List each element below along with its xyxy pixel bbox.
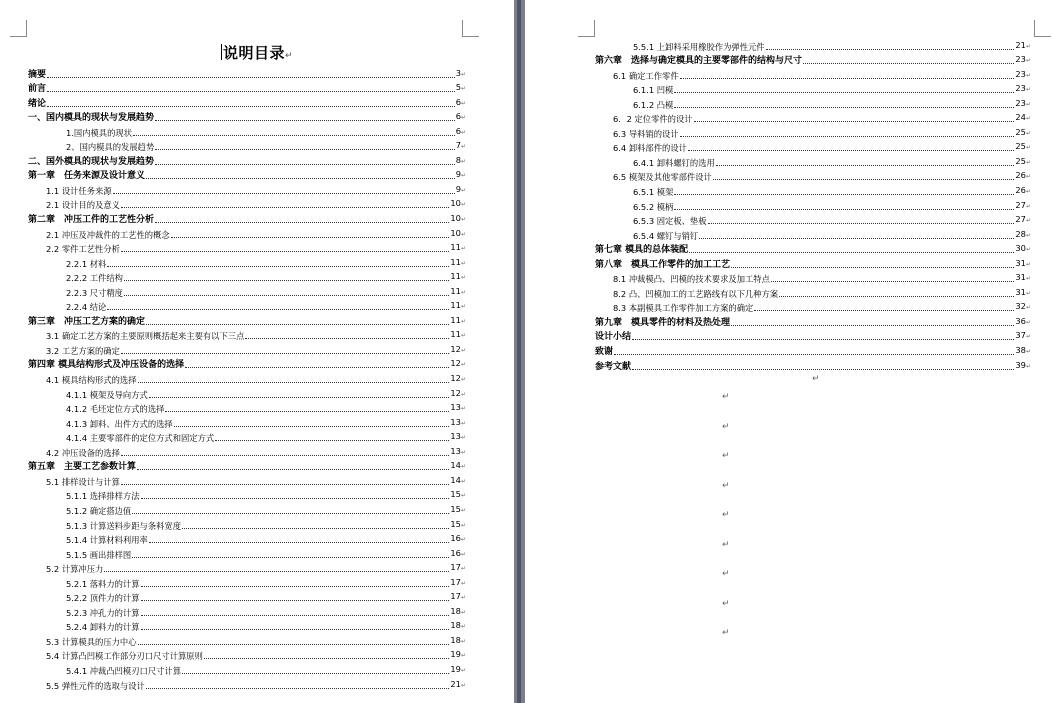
toc-entry-title: 2.1 设计目的及意义 — [46, 200, 120, 211]
dot-leader — [215, 440, 449, 441]
toc-entry-title: 5.5 弹性元件的选取与设计 — [46, 680, 145, 691]
toc-entry-page-number: 26 ↵ — [1015, 183, 1031, 199]
dot-leader — [779, 296, 1014, 297]
toc-entry[interactable] — [28, 242, 466, 257]
toc-entry[interactable] — [595, 83, 1031, 98]
toc-entry[interactable] — [28, 460, 466, 475]
toc-entry-title: 8.1 冲裁模凸、凹模的技术要求及加工特点 — [613, 274, 770, 285]
toc-entry-page-number: 8 ↵ — [456, 153, 466, 169]
dot-leader — [121, 251, 449, 252]
dot-leader — [155, 120, 455, 121]
toc-entry-title: 第二章 冲压工件的工艺性分析 — [28, 215, 155, 226]
dot-leader — [141, 586, 450, 587]
dot-leader — [754, 310, 1014, 311]
toc-title[interactable] — [0, 42, 514, 63]
dot-leader — [185, 367, 449, 368]
paragraph-mark-icon: ↵ — [722, 510, 730, 520]
toc-entry-title: 6.4 卸料部件的设计 — [613, 143, 687, 154]
toc-entry[interactable] — [28, 140, 466, 155]
dot-leader — [689, 252, 1014, 253]
toc-entry-title: 第三章 冲压工艺方案的确定 — [28, 316, 146, 327]
dot-leader — [245, 338, 449, 339]
toc-entry-page-number: 38 ↵ — [1015, 343, 1031, 359]
toc-entry-title: 4.2 冲压设备的选择 — [46, 447, 120, 458]
toc-entry[interactable] — [595, 184, 1031, 199]
toc-entry-title: 第九章 模具零件的材料及热处理 — [595, 317, 731, 328]
toc-entry-title: 5.4 计算凸凹模工作部分刃口尺寸计算原则 — [46, 651, 203, 662]
toc-list-right — [595, 39, 1031, 374]
toc-entry-page-number: 24 ↵ — [1015, 110, 1031, 126]
paragraph-mark-icon: ↵ — [722, 569, 730, 579]
toc-entry-page-number: 36 ↵ — [1015, 314, 1031, 330]
toc-entry-page-number: 23 ↵ — [1015, 96, 1031, 112]
paragraph-mark-icon: ↵ — [722, 392, 730, 402]
toc-entry-title: 2.1 冲压及冲裁件的工艺性的概念 — [46, 229, 170, 240]
toc-entry-title: 5.1.4 计算材料利用率 — [66, 535, 148, 546]
toc-entry-page-number: 15 ↵ — [450, 502, 466, 518]
toc-entry[interactable] — [595, 199, 1031, 214]
toc-entry[interactable] — [595, 315, 1031, 330]
toc-entry-page-number: 11 ↵ — [450, 327, 466, 343]
toc-entry[interactable] — [28, 605, 466, 620]
toc-entry[interactable] — [28, 533, 466, 548]
toc-entry-page-number: 13 ↵ — [450, 444, 466, 460]
toc-entry-title: 第四章 模具结构形式及冲压设备的选择 — [28, 360, 185, 371]
toc-entry[interactable] — [28, 329, 466, 344]
dot-leader — [138, 382, 450, 383]
toc-entry-title: 5.1.2 确定搭边值 — [66, 505, 132, 516]
dot-leader — [124, 280, 449, 281]
toc-entry-page-number: 16 ↵ — [450, 546, 466, 562]
toc-entry-title: 第一章 任务来源及设计意义 — [28, 171, 146, 182]
toc-entry-title: 6.5.3 固定板、垫板 — [633, 216, 707, 227]
dot-leader — [149, 397, 450, 398]
toc-entry-title: 5.1.3 计算送料步距与条料宽度 — [66, 520, 182, 531]
dot-leader — [141, 629, 450, 630]
toc-list-left — [28, 67, 466, 693]
toc-entry-page-number: 9 ↵ — [456, 182, 466, 198]
toc-entry-page-number: 11 ↵ — [450, 284, 466, 300]
dot-leader — [149, 542, 450, 543]
dot-leader — [141, 600, 450, 601]
toc-entry[interactable] — [28, 314, 466, 329]
toc-entry[interactable] — [28, 372, 466, 387]
dot-leader — [674, 209, 1014, 210]
toc-entry-page-number: 23 ↵ — [1015, 81, 1031, 97]
toc-entry-title: 4.1.3 卸料、出件方式的选择 — [66, 418, 173, 429]
dot-leader — [716, 165, 1015, 166]
dot-leader — [146, 324, 449, 325]
toc-entry[interactable] — [28, 198, 466, 213]
dot-leader — [141, 498, 450, 499]
toc-entry[interactable] — [595, 54, 1031, 69]
toc-entry-page-number: 21 ↵ — [450, 677, 466, 693]
toc-entry-page-number: 32 ↵ — [1015, 299, 1031, 315]
paragraph-mark-icon: ↵ — [722, 539, 730, 550]
toc-entry-page-number: 6 ↵ — [456, 95, 466, 111]
dot-leader — [146, 178, 455, 179]
toc-entry-page-number: 23 ↵ — [1015, 52, 1031, 68]
dot-leader — [155, 222, 449, 223]
toc-entry[interactable] — [595, 330, 1031, 345]
toc-entry-title: 4.1.1 模架及导向方式 — [66, 389, 148, 400]
dot-leader — [121, 353, 449, 354]
toc-entry-page-number: 37 ↵ — [1015, 328, 1031, 344]
toc-entry-title: 5.2 计算冲压力 — [46, 564, 104, 575]
toc-entry[interactable] — [595, 170, 1031, 185]
toc-entry[interactable] — [28, 285, 466, 300]
dot-leader — [182, 673, 449, 674]
dot-leader — [174, 426, 450, 427]
crop-mark-top-right — [1034, 20, 1051, 37]
toc-entry[interactable] — [595, 286, 1031, 301]
toc-entry-title: 2.2 零件工艺性分析 — [46, 244, 120, 255]
toc-entry-title: 第七章 模具的总体装配 — [595, 245, 689, 256]
toc-entry[interactable] — [595, 359, 1031, 374]
toc-entry[interactable] — [28, 82, 466, 97]
toc-entry-title: 5.4.1 冲裁凸凹模刃口尺寸计算 — [66, 665, 182, 676]
toc-entry-title: 6.4.1 卸料螺钉的选用 — [633, 157, 715, 168]
toc-entry-title: 第六章 选择与确定模具的主要零部件的结构与尺寸 — [595, 56, 803, 67]
toc-entry-title: 5.2.2 顶件力的计算 — [66, 593, 140, 604]
toc-entry-title: 6.3 导料销的设计 — [613, 128, 679, 139]
toc-entry-page-number: 18 ↵ — [450, 604, 466, 620]
toc-entry-page-number: 11 ↵ — [450, 298, 466, 314]
toc-entry-title: 前言 — [28, 84, 47, 95]
toc-entry-page-number: 11 ↵ — [450, 240, 466, 256]
toc-entry[interactable] — [595, 68, 1031, 83]
toc-entry[interactable] — [28, 445, 466, 460]
toc-entry-page-number: 5 ↵ — [456, 80, 466, 96]
toc-entry[interactable] — [28, 183, 466, 198]
toc-entry[interactable] — [28, 227, 466, 242]
toc-entry-title: 2.2.3 尺寸精度 — [66, 287, 123, 298]
toc-entry-page-number: 12 ↵ — [450, 386, 466, 402]
paragraph-mark-icon: ↵ — [722, 598, 730, 609]
toc-entry[interactable] — [28, 576, 466, 591]
toc-entry-page-number: 11 ↵ — [450, 269, 466, 285]
toc-entry[interactable] — [595, 301, 1031, 316]
toc-entry[interactable] — [595, 344, 1031, 359]
toc-entry-page-number: 11 ↵ — [450, 313, 466, 329]
toc-entry-title: 6.1.2 凸模 — [633, 99, 674, 110]
toc-entry-page-number: 6 ↵ — [456, 124, 466, 140]
toc-entry[interactable] — [28, 678, 466, 693]
toc-entry[interactable] — [28, 67, 466, 82]
paragraph-mark-icon: ↵ — [812, 374, 820, 384]
toc-entry[interactable] — [28, 620, 466, 635]
toc-entry-title: 8.2 凸、凹模加工的工艺路线有以下几种方案 — [613, 288, 779, 299]
toc-entry-title: 8.3 本副模具工作零件加工方案的确定 — [613, 303, 754, 314]
toc-entry-title: 致谢 — [595, 347, 614, 358]
toc-entry-page-number: 14 ↵ — [450, 473, 466, 489]
toc-entry-title: 5.5.1 上卸料采用橡胶作为弹性元件 — [633, 41, 765, 52]
toc-entry-title: 设计小结 — [595, 332, 632, 343]
toc-entry[interactable] — [595, 228, 1031, 243]
toc-entry-page-number: 30 ↵ — [1015, 241, 1031, 257]
dot-leader — [204, 658, 450, 659]
toc-entry-title: 6.5.2 模柄 — [633, 201, 674, 212]
toc-entry[interactable] — [595, 39, 1031, 54]
toc-entry-page-number: 3 ↵ — [456, 66, 466, 82]
toc-entry[interactable] — [28, 402, 466, 417]
dot-leader — [141, 615, 450, 616]
toc-entry-page-number: 6 ↵ — [456, 109, 466, 125]
toc-entry-page-number: 11 ↵ — [450, 255, 466, 271]
toc-entry-page-number: 10 ↵ — [450, 196, 466, 212]
dot-leader — [771, 281, 1015, 282]
dot-leader — [121, 207, 449, 208]
text-cursor — [221, 44, 222, 60]
toc-entry-title: 绪论 — [28, 98, 47, 109]
toc-entry-page-number: 12 ↵ — [450, 342, 466, 358]
dot-leader — [107, 309, 449, 310]
toc-entry-page-number: 13 ↵ — [450, 400, 466, 416]
toc-entry[interactable] — [28, 256, 466, 271]
toc-entry-page-number: 31 ↵ — [1015, 256, 1031, 272]
dot-leader — [121, 484, 449, 485]
toc-entry-page-number: 12 ↵ — [450, 356, 466, 372]
toc-entry-title: 5.1.5 画出排样图 — [66, 549, 132, 560]
toc-entry-page-number: 25 ↵ — [1015, 154, 1031, 170]
dot-leader — [124, 295, 449, 296]
toc-entry-page-number: 10 ↵ — [450, 226, 466, 242]
toc-entry-title: 6.5.4 螺钉与销钉 — [633, 230, 699, 241]
toc-entry-title: 3.1 确定工艺方案的主要原则概括起来主要有以下三点 — [46, 331, 245, 342]
toc-entry[interactable] — [28, 649, 466, 664]
dot-leader — [632, 339, 1014, 340]
crop-mark-top-left — [578, 20, 595, 37]
dot-leader — [713, 179, 1015, 180]
dot-leader — [165, 411, 449, 412]
toc-entry[interactable] — [28, 358, 466, 373]
toc-entry-title: 5.3 计算模具的压力中心 — [46, 636, 137, 647]
toc-entry[interactable] — [28, 518, 466, 533]
toc-entry-page-number: 23 ↵ — [1015, 67, 1031, 83]
dot-leader — [731, 325, 1014, 326]
toc-entry[interactable] — [28, 111, 466, 126]
toc-entry-page-number: 13 ↵ — [450, 429, 466, 445]
dot-leader — [171, 237, 450, 238]
toc-entry-title: 2.2.4 结论 — [66, 302, 107, 313]
dot-leader — [766, 49, 1015, 50]
dot-leader — [674, 107, 1014, 108]
toc-entry-title: 5.2.1 落料力的计算 — [66, 578, 140, 589]
toc-entry-title: 4.1 模具结构形式的选择 — [46, 375, 137, 386]
toc-entry-page-number: 19 ↵ — [450, 647, 466, 663]
toc-entry[interactable] — [28, 663, 466, 678]
toc-entry-page-number: 17 ↵ — [450, 589, 466, 605]
toc-entry[interactable] — [28, 547, 466, 562]
toc-entry[interactable] — [595, 112, 1031, 127]
toc-entry[interactable] — [595, 272, 1031, 287]
toc-entry-page-number: 9 ↵ — [456, 167, 466, 183]
toc-entry-page-number: 26 ↵ — [1015, 168, 1031, 184]
toc-entry-page-number: 19 ↵ — [450, 662, 466, 678]
dot-leader — [680, 136, 1015, 137]
toc-entry-title: 第八章 模具工作零件的加工工艺 — [595, 259, 731, 270]
toc-entry-title: 3.2 工艺方案的确定 — [46, 345, 120, 356]
toc-entry-title: 4.1.4 主要零部件的定位方式和固定方式 — [66, 433, 215, 444]
dot-leader — [680, 78, 1015, 79]
toc-entry-title: 5.2.4 卸料力的计算 — [66, 622, 140, 633]
toc-entry-title: 6.1.1 凹模 — [633, 85, 674, 96]
toc-entry[interactable] — [595, 141, 1031, 156]
toc-entry-page-number: 16 ↵ — [450, 531, 466, 547]
dot-leader — [674, 194, 1014, 195]
toc-entry-title: 一、国内模具的现状与发展趋势 — [28, 113, 155, 124]
toc-entry-page-number: 21 ↵ — [1015, 38, 1031, 54]
toc-entry-page-number: 25 ↵ — [1015, 125, 1031, 141]
document-page-right — [525, 0, 1053, 703]
page-gutter — [514, 0, 525, 703]
toc-entry-title: 6.5 模架及其他零部件设计 — [613, 172, 712, 183]
toc-entry[interactable] — [28, 562, 466, 577]
paragraph-mark-icon: ↵ — [284, 51, 294, 61]
toc-entry[interactable] — [28, 96, 466, 111]
dot-leader — [113, 193, 455, 194]
toc-entry-title: 6．2 定位零件的设计 — [613, 114, 693, 125]
toc-entry-page-number: 12 ↵ — [450, 371, 466, 387]
toc-entry-page-number: 17 ↵ — [450, 560, 466, 576]
toc-entry-page-number: 17 ↵ — [450, 575, 466, 591]
toc-entry-page-number: 27 ↵ — [1015, 212, 1031, 228]
dot-leader — [138, 644, 450, 645]
toc-entry[interactable] — [595, 155, 1031, 170]
dot-leader — [708, 223, 1015, 224]
dot-leader — [104, 571, 449, 572]
toc-entry[interactable] — [28, 474, 466, 489]
toc-entry[interactable] — [28, 503, 466, 518]
toc-entry[interactable] — [595, 214, 1031, 229]
toc-entry[interactable] — [595, 126, 1031, 141]
dot-leader — [132, 557, 449, 558]
toc-entry-page-number: 15 ↵ — [450, 517, 466, 533]
document-page-left — [0, 0, 514, 703]
toc-entry[interactable] — [28, 489, 466, 504]
toc-entry-page-number: 15 ↵ — [450, 487, 466, 503]
dot-leader — [731, 267, 1014, 268]
paragraph-mark-icon: ↵ — [722, 451, 730, 461]
toc-entry-page-number: 7 ↵ — [456, 138, 466, 154]
paragraph-mark-icon: ↵ — [722, 421, 730, 432]
dot-leader — [146, 688, 450, 689]
toc-entry-title: 参考文献 — [595, 361, 632, 372]
toc-entry-title: 6.1 确定工作零件 — [613, 70, 679, 81]
dot-leader — [47, 91, 455, 92]
toc-entry-title: 1.1 设计任务来源 — [46, 185, 112, 196]
dot-leader — [688, 150, 1014, 151]
dot-leader — [674, 92, 1014, 93]
dot-leader — [632, 369, 1014, 370]
toc-entry-page-number: 25 ↵ — [1015, 139, 1031, 155]
toc-entry[interactable] — [28, 431, 466, 446]
toc-entry-page-number: 27 ↵ — [1015, 198, 1031, 214]
toc-entry-page-number: 10 ↵ — [450, 211, 466, 227]
dot-leader — [614, 354, 1014, 355]
dot-leader — [803, 63, 1014, 64]
paragraph-mark-icon: ↵ — [722, 628, 730, 638]
dot-leader — [132, 513, 449, 514]
dot-leader — [121, 455, 449, 456]
toc-entry[interactable] — [28, 271, 466, 286]
dot-leader — [133, 135, 455, 136]
toc-entry-title: 二、国外模具的现状与发展趋势 — [28, 156, 155, 167]
toc-entry[interactable] — [28, 300, 466, 315]
dot-leader — [694, 121, 1015, 122]
dot-leader — [107, 266, 449, 267]
toc-entry-page-number: 31 ↵ — [1015, 270, 1031, 286]
toc-entry[interactable] — [28, 125, 466, 140]
dot-leader — [47, 106, 455, 107]
toc-entry-title: 5.2.3 冲孔力的计算 — [66, 607, 140, 618]
dot-leader — [699, 238, 1014, 239]
toc-entry-page-number: 14 ↵ — [450, 458, 466, 474]
toc-entry-title: 5.1 排样设计与计算 — [46, 476, 120, 487]
toc-entry-title: 2.2.2 工件结构 — [66, 273, 123, 284]
dot-leader — [182, 528, 449, 529]
toc-entry-title: 第五章 主要工艺参数计算 — [28, 462, 137, 473]
crop-mark-top-left — [10, 20, 27, 37]
toc-entry-page-number: 18 ↵ — [450, 633, 466, 649]
toc-entry[interactable] — [28, 343, 466, 358]
toc-entry[interactable] — [28, 212, 466, 227]
toc-entry[interactable] — [28, 416, 466, 431]
dot-leader — [137, 469, 449, 470]
dot-leader — [47, 77, 455, 78]
toc-entry[interactable] — [28, 634, 466, 649]
toc-entry[interactable] — [28, 154, 466, 169]
toc-entry-title: 4.1.2 毛坯定位方式的选择 — [66, 404, 165, 415]
toc-entry-title: 2、国内模具的发展趋势 — [66, 142, 155, 153]
toc-entry[interactable] — [28, 169, 466, 184]
toc-entry-title: 1.国内模具的现状 — [66, 127, 132, 138]
toc-entry-title: 5.1.1 选择排样方法 — [66, 491, 140, 502]
toc-title-text: 说明目录 — [222, 44, 285, 62]
paragraph-mark-icon: ↵ — [722, 480, 730, 491]
toc-entry-title: 6.5.1 模架 — [633, 187, 674, 198]
toc-entry[interactable] — [595, 257, 1031, 272]
toc-entry-page-number: 13 ↵ — [450, 415, 466, 431]
toc-entry[interactable] — [595, 97, 1031, 112]
toc-entry-page-number: 28 ↵ — [1015, 227, 1031, 243]
crop-mark-top-right — [462, 20, 479, 37]
toc-entry[interactable] — [595, 243, 1031, 258]
toc-entry-page-number: 39 ↵ — [1015, 358, 1031, 374]
toc-entry[interactable] — [28, 591, 466, 606]
toc-entry-page-number: 18 ↵ — [450, 618, 466, 634]
toc-entry-title: 2.2.1 材料 — [66, 258, 107, 269]
toc-entry[interactable] — [28, 387, 466, 402]
toc-entry-page-number: 31 ↵ — [1015, 285, 1031, 301]
toc-entry-title: 摘要 — [28, 69, 47, 80]
dot-leader — [155, 149, 454, 150]
dot-leader — [155, 164, 455, 165]
